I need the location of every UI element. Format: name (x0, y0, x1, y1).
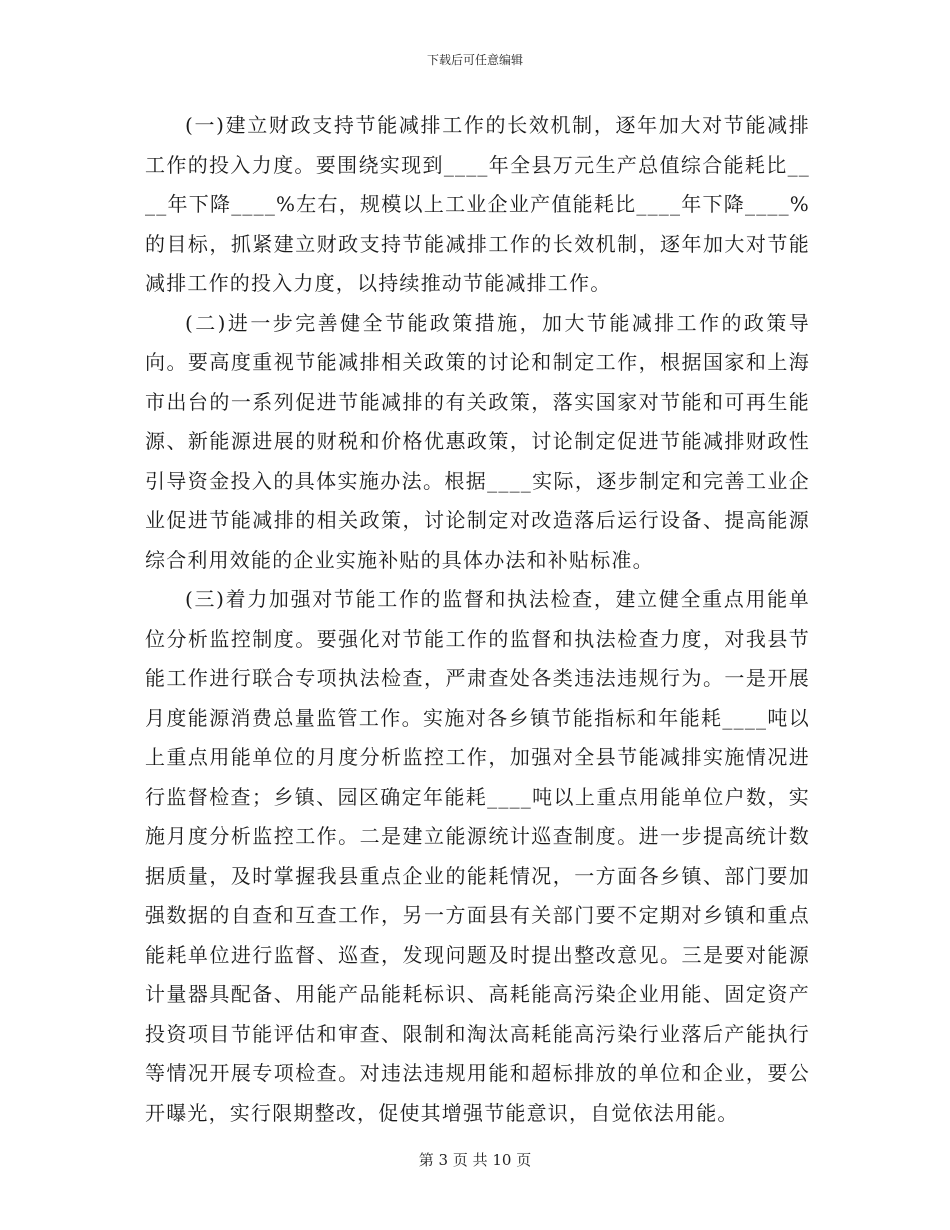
document-body (145, 106, 810, 1133)
page-header-note: 下载后可任意编辑 (426, 53, 523, 67)
paragraph-supervision: (三)着力加强对节能工作的监督和执法检查，建立健全重点用能单位分析监控制度。要强化对节能工作的监督和执法检查力度，对我县节能工作进行联合专项执法检查，严肃查处各类违法违规行为。一是开展月度能源消费总量监管工作。实施对各乡镇节能指标和年能耗____吨以上重点用能单位的月度分析监控工作，加强对全县节能减排实施情况进行监督检查；乡镇、园区确定年能耗____吨以上重点用能单位户数，实施月度分析监控工作。二是建立能源统计巡查制度。进一步提高统计数据质量，及时掌握我县重点企业的能耗情况，一方面各乡镇、部门要加强数据的自查和互查工作，另一方面县有关部门要不定期对乡镇和重点能耗单位进行监督、巡查，发现问题及时提出整改意见。三是要对能源计量器具配备、用能产品能耗标识、高耗能高污染企业用能、固定资产投资项目节能评估和审查、限制和淘汰高耗能高污染行业落后产能执行等情况开展专项检查。对违法违规用能和超标排放的单位和企业，要公开曝光，实行限期整改，促使其增强节能意识，自觉依法用能。 (145, 587, 810, 1125)
paragraph-fiscal-support: (一)建立财政支持节能减排工作的长效机制，逐年加大对节能减排工作的投入力度。要围绕实现到____年全县万元生产总值综合能耗比____年下降____%左右，规模以上工业企业产值能耗比____年下降____%的目标，抓紧建立财政支持节能减排工作的长效机制，逐年加大对节能减排工作的投入力度，以持续推动节能减排工作。 (145, 113, 810, 295)
page-number: 第 3 页 共 10 页 (418, 1151, 532, 1169)
paragraph-policy-measures: (二)进一步完善健全节能政策措施，加大节能减排工作的政策导向。要高度重视节能减排相关政策的讨论和制定工作，根据国家和上海市出台的一系列促进节能减排的有关政策，落实国家对节能和可再生能源、新能源进展的财税和价格优惠政策，讨论制定促进节能减排财政性引导资金投入的具体实施办法。根据____实际，逐步制定和完善工业企业促进节能减排的相关政策，讨论制定对改造落后运行设备、提高能源综合利用效能的企业实施补贴的具体办法和补贴标准。 (145, 310, 810, 572)
